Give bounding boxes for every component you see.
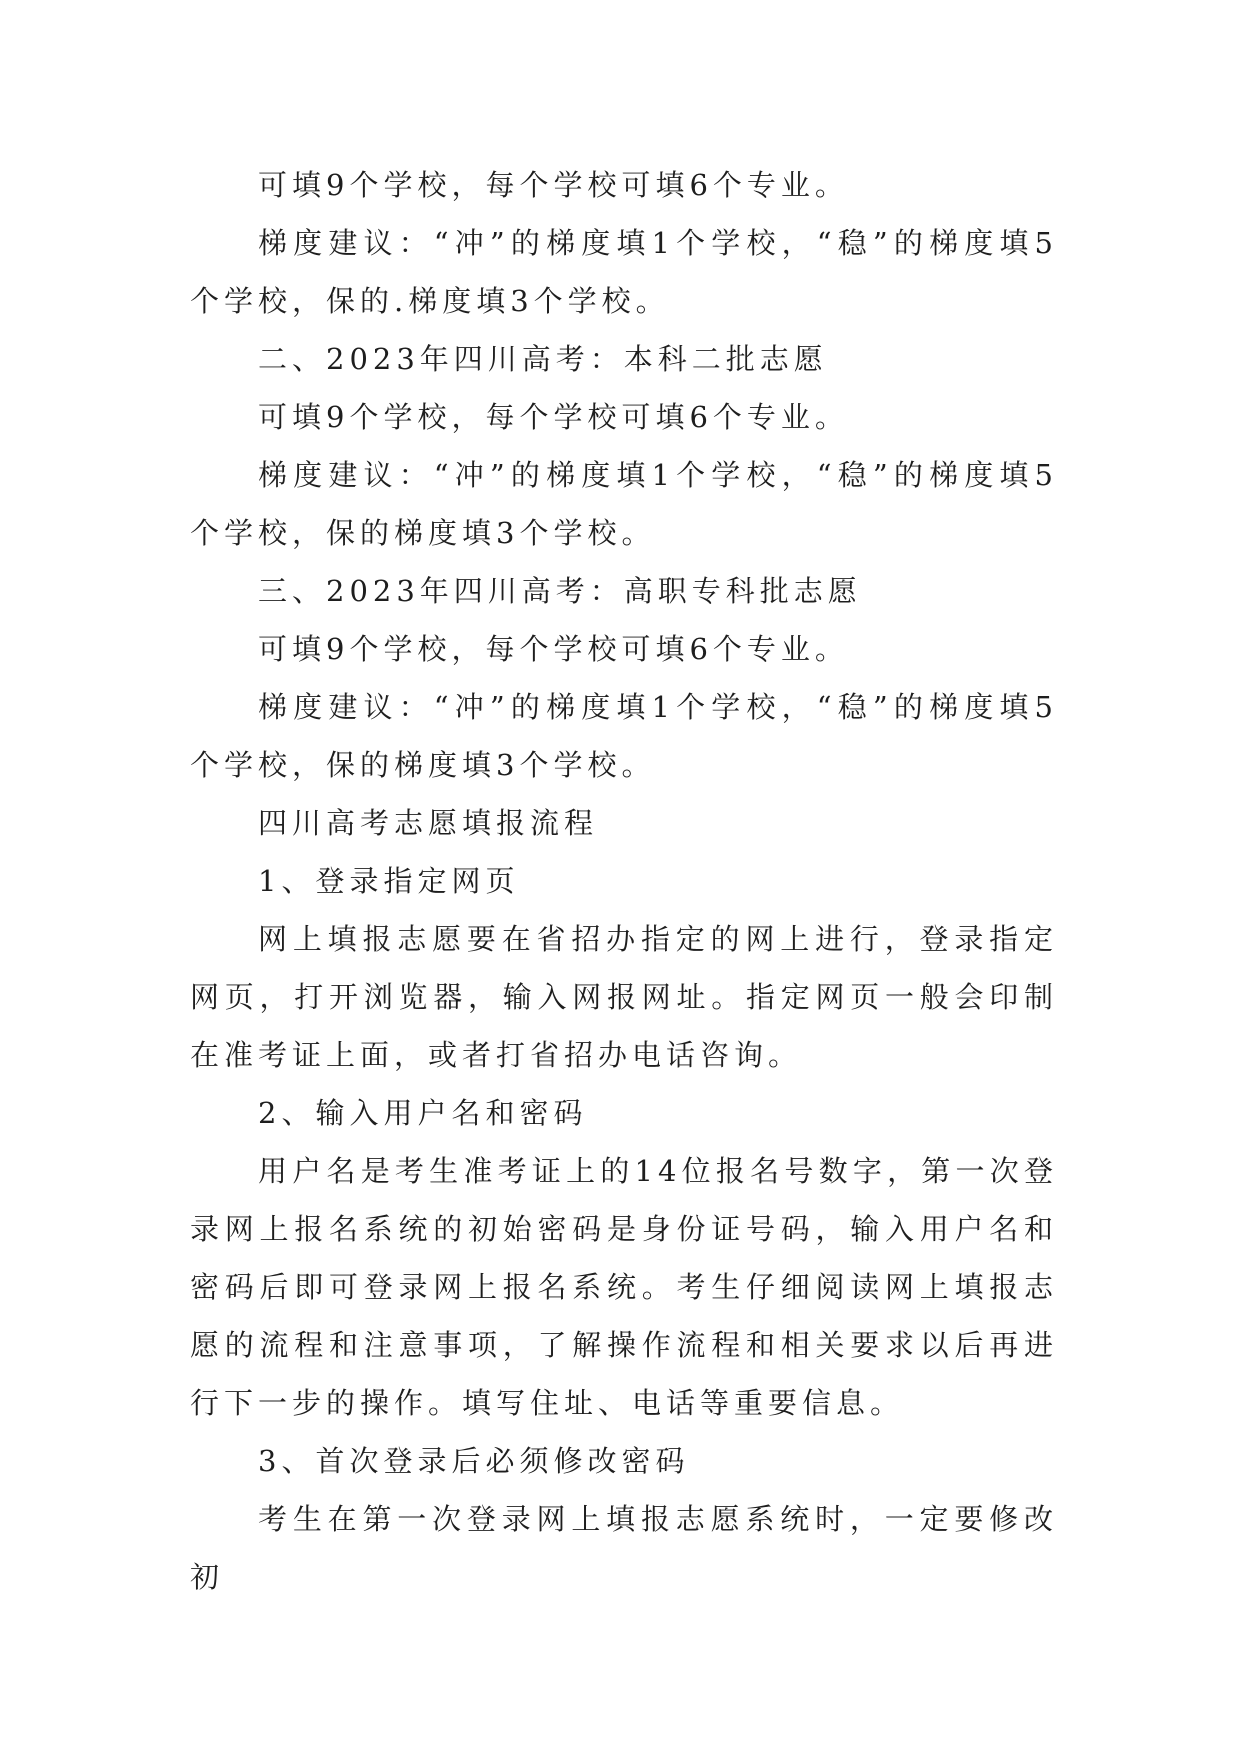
paragraph-gradient-advice-2: 梯度建议：“冲”的梯度填1个学校，“稳”的梯度填5个学校，保的梯度填3个学校。	[190, 458, 1058, 550]
step-heading-login-page: 1、登录指定网页	[258, 864, 520, 898]
section-heading-application-process: 四川高考志愿填报流程	[258, 806, 599, 840]
paragraph-login-page: 网上填报志愿要在省招办指定的网上进行，登录指定网页，打开浏览器，输入网报网址。指定网页一般会印制在准考证上面，或者打省招办电话咨询。	[190, 922, 1058, 1072]
step-heading-change-password: 3、首次登录后必须修改密码	[258, 1444, 690, 1478]
paragraph-fill-9-schools-1: 可填9个学校，每个学校可填6个专业。	[258, 168, 849, 202]
paragraph-fill-9-schools-2: 可填9个学校，每个学校可填6个专业。	[258, 400, 849, 434]
paragraph-change-password: 考生在第一次登录网上填报志愿系统时，一定要修改初	[190, 1502, 1058, 1594]
step-heading-username-password: 2、输入用户名和密码	[258, 1096, 588, 1130]
paragraph-username-password: 用户名是考生准考证上的14位报名号数字，第一次登录网上报名系统的初始密码是身份证号码，输入用户名和密码后即可登录网上报名系统。考生仔细阅读网上填报志愿的流程和注意事项，了解操作流程和相关要求以后再进行下一步的操作。填写住址、电话等重要信息。	[190, 1154, 1058, 1420]
paragraph-gradient-advice-3: 梯度建议：“冲”的梯度填1个学校，“稳”的梯度填5个学校，保的梯度填3个学校。	[190, 690, 1058, 782]
paragraph-fill-9-schools-3: 可填9个学校，每个学校可填6个专业。	[258, 632, 849, 666]
section-heading-undergrad-batch-2: 二、2023年四川高考：本科二批志愿	[258, 342, 828, 376]
paragraph-gradient-advice-1: 梯度建议：“冲”的梯度填1个学校，“稳”的梯度填5个学校，保的.梯度填3个学校。	[190, 226, 1058, 318]
document-body	[190, 156, 1058, 1606]
section-heading-vocational-batch: 三、2023年四川高考：高职专科批志愿	[258, 574, 862, 608]
